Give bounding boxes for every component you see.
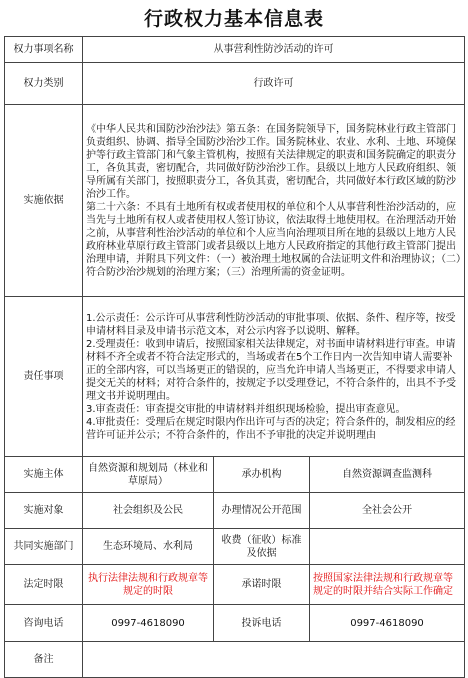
responsibility-label: 责任事项 [5,297,83,457]
co-dept-value: 生态环境局、水利局 [83,529,214,565]
info-table [4,36,465,678]
consult-phone-value: 0997-4618090 [83,605,214,642]
basis-content [83,105,465,297]
row-co-dept [5,529,465,565]
remark-label: 备注 [5,642,83,678]
power-type-value: 行政许可 [83,63,465,105]
responsibility-item: 3.审查责任：审查提交审批的申请材料并组织现场检验，提出审查意见。 [86,403,406,415]
consult-phone-label: 咨询电话 [5,605,83,642]
responsibility-item: 1.公示责任：公示许可从事营利性防沙活动的审批事项、依据、条件、程序等，按受申请材料目录及申请书示范文本，对公示内容予以说明、解释。 [86,312,456,337]
page-title: 行政权力基本信息表 [143,8,324,30]
target-value: 社会组织及公民 [83,493,214,529]
complaint-phone-value: 0997-4618090 [310,605,465,642]
agency-label: 承办机构 [214,457,310,493]
row-power-name [5,37,465,63]
row-responsibility [5,297,465,457]
responsibility-content [83,297,465,457]
subject-value: 自然资源和规划局（林业和草原局） [83,457,214,493]
fee-value [310,529,465,565]
power-type-label: 权力类别 [5,63,83,105]
promise-limit-value: 按照国家法律法规和行政规章等规定的时限并结合实际工作确定 [310,565,465,605]
remark-value [83,642,465,678]
row-basis [5,105,465,297]
basis-paragraph: 《中华人民共和国防沙治沙法》第五条：在国务院领导下，国务院林业行政主管部门负责组织、协调、指导全国防沙治沙工作。国务院林业、农业、水利、土地、环境保护等行政主管部门和气象主管机构，按照有关法律规定的职责和国务院确定的职责分工，各负其责，密切配合，共同做好防沙治沙工作。县级以上地方人民政府组织、领导所属有关部门，按照职责分工，各负其责，密切配合，共同做好本行政区域的防沙治沙工作。 [86,123,456,200]
row-time-limit [5,565,465,605]
promise-limit-label: 承诺时限 [214,565,310,605]
power-name-value: 从事营利性防沙活动的许可 [83,37,465,63]
agency-value: 自然资源调查监测科 [310,457,465,493]
subject-label: 实施主体 [5,457,83,493]
disclosure-label: 办理情况公开范围 [214,493,310,529]
co-dept-label: 共同实施部门 [5,529,83,565]
target-label: 实施对象 [5,493,83,529]
row-phone [5,605,465,642]
legal-limit-value: 执行法律法规和行政规章等规定的时限 [83,565,214,605]
fee-label: 收费（征收）标准及依据 [214,529,310,565]
complaint-phone-label: 投诉电话 [214,605,310,642]
row-power-type [5,63,465,105]
legal-limit-label: 法定时限 [5,565,83,605]
responsibility-item: 4.审批责任：受理后在规定时限内作出许可与否的决定；符合条件的，制发相应的经营许可证并公示；不符合条件的，作出不予审批的决定并说明理由 [86,416,456,441]
power-name-label: 权力事项名称 [5,37,83,63]
row-remark [5,642,465,678]
row-subject [5,457,465,493]
row-target [5,493,465,529]
basis-label: 实施依据 [5,105,83,297]
basis-paragraph: 第二十六条：不具有土地所有权或者使用权的单位和个人从事营利性治沙活动的，应当先与土地所有权人或者使用权人签订协议，依法取得土地使用权。在治理活动开始之前，从事营利性治沙活动的单位和个人应当向治理项目所在地的县级以上地方人民政府林业草原行政主管部门或者县级以上地方人民政府指定的其他行政主管部门提出治理申请，并附具下列文件：（一）被治理土地权属的合法证明文件和治理协议；（二）符合防沙治沙规划的治理方案；（三）治理所需的资金证明。 [86,201,461,278]
responsibility-item: 2.受理责任：收到申请后，按照国家相关法律规定，对书面申请材料进行审查。申请材料不齐全或者不符合法定形式的，当场或者在5个工作日内一次告知申请人需要补正的全部内容，可以当场更正的错误的，应当允许申请人当场更正，不得要求申请人提交无关的材料；对符合条件的，按规定予以受理登记，不符合条件的，出具不予受理文书并说明理由。 [86,338,456,402]
disclosure-value: 全社会公开 [310,493,465,529]
